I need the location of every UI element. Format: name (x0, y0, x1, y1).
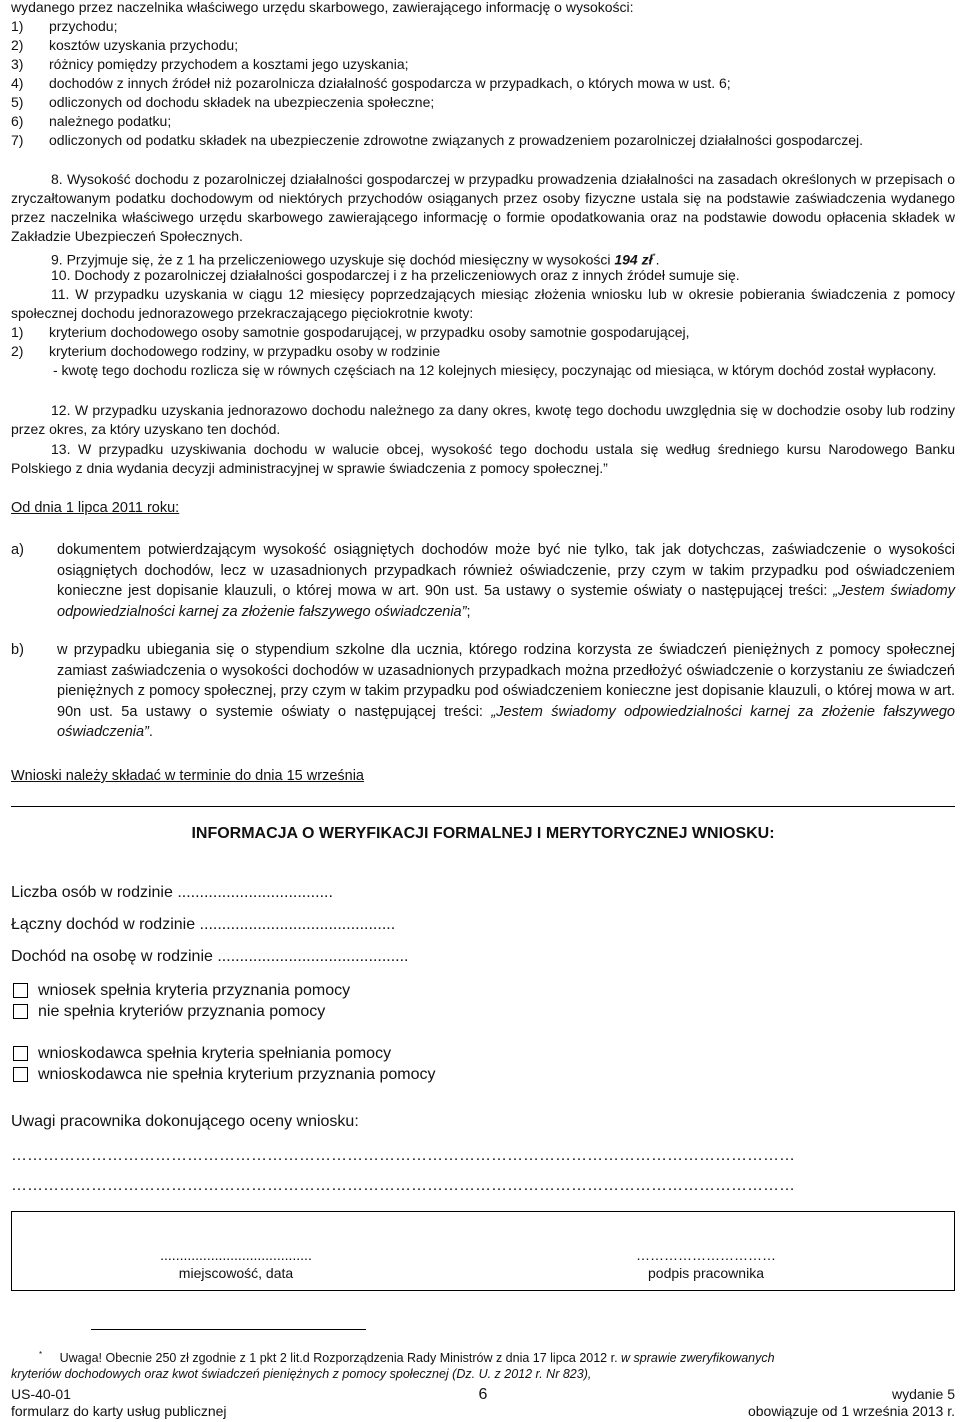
checkbox[interactable] (13, 1046, 28, 1061)
list-item: 7) odliczonych od podatku składek na ubezpieczenie zdrowotne związanych z prowadzeniem pozarolniczej działalności gospodarczej. (11, 132, 864, 148)
place-date-label: miejscowość, data (178, 1265, 294, 1281)
remarks-line-2[interactable]: ………………………………………………………………………………………………………………………………… (11, 1177, 795, 1194)
point-a-end: ; (466, 603, 471, 620)
paragraph-8: 8. Wysokość dochodu z pozarolniczej działalności gospodarczej w przypadku prowadzenia działalności na zasadach określonych w przepisach o zryczałtowanym podatku dochodowym od niektórych przychodów osiąganych przez osoby fizyczne ustala się na podstawie zaświadczenia wydanego przez naczelnika właściwego urzędu skarbowego zawierającego informację o formie opodatkowania oraz na podstawie dowodu opłacenia składek w Zakładzie Ubezpieczeń Społecznych. (11, 171, 955, 244)
footnote-text: Uwaga! Obecnie 250 zł zgodnie z 1 pkt 2 lit.d Rozporządzenia Rady Ministrów z dnia 17 lipca 2012 r. (59, 1351, 622, 1366)
footnote-mark: * (652, 252, 656, 261)
point-b-quote: „Jestem świadomy odpowiedzialności karnej za złożenie fałszywego oświadczenia” (57, 703, 955, 740)
list-item: 2) kosztów uzyskania przychodu; (11, 37, 239, 53)
point-b-end: . (148, 724, 153, 740)
income-list (11, 17, 955, 150)
per-person-income-field[interactable]: Dochód na osobę w rodzinie ........................................... (11, 948, 409, 965)
footnote-italic-2: kryteriów dochodowych oraz kwot świadczeń pieniężnych z pomocy społecznej (Dz. U. z 2012 r. Nr 823), (11, 1367, 592, 1382)
valid-from: obowiązuje od 1 września 2013 r. (747, 1403, 955, 1419)
checkbox[interactable] (13, 1067, 28, 1082)
p9-amount: 194 zł (614, 251, 653, 268)
criteria-checks (13, 980, 350, 1022)
footnote-mark: * (39, 1350, 43, 1359)
footnote-italic-1: w sprawie zweryfikowanych (621, 1351, 775, 1366)
checkbox[interactable] (13, 983, 28, 998)
paragraph-13: 13. W przypadku uzyskiwania dochodu w walucie obcej, wysokość tego dochodu ustala się według średniego kursu Narodowego Banku Polskiego z dnia wydania decyzji administracyjnej w sprawie świadczenia z pomocy społecznej.” (11, 441, 955, 476)
deadline-note: Wnioski należy składać w terminie do dnia 15 września (11, 768, 364, 784)
intro-line: wydanego przez naczelnika właściwego urzędu skarbowego, zawierającego informację o wysokości: (11, 0, 634, 15)
list-item: 4) dochodów z innych źródeł niż pozarolnicza działalność gospodarcza w przypadkach, o których mowa w ust. 6; (11, 75, 731, 91)
paragraph-12: 12. W przypadku uzyskania jednorazowo dochodu należnego za dany okres, kwotę tego dochodu uwzględnia się w dochodzie osoby lub rodziny przez okres, za który uzyskano ten dochód. (11, 402, 955, 437)
form-code: US-40-01 (11, 1386, 71, 1402)
list-item: 6) należnego podatku; (11, 113, 172, 129)
list-item: 3) różnicy pomiędzy przychodem a kosztami jego uzyskania; (11, 56, 409, 72)
check-meets[interactable]: wniosek spełnia kryteria przyznania pomocy (13, 980, 350, 1001)
footer (11, 1386, 955, 1420)
point-a (11, 540, 955, 622)
check-applicant-not-meets[interactable]: wnioskodawca nie spełnia kryterium przyznania pomocy (13, 1064, 436, 1085)
employee-signature[interactable] (611, 1246, 801, 1282)
section-title: INFORMACJA O WERYFIKACJI FORMALNEJ I MERYTORYCZNEJ WNIOSKU: (191, 825, 775, 842)
p9-end: . (655, 251, 660, 268)
page-number: 6 (478, 1386, 488, 1403)
paragraph-11-tail: - kwotę tego dochodu rozlicza się w równych częściach na 12 kolejnych miesięcy, poczynając od miesiąca, w którym dochód został wypłacony. (53, 362, 937, 378)
from-date-heading: Od dnia 1 lipca 2011 roku: (11, 500, 180, 516)
p11-list (11, 323, 955, 361)
list-item: 1) przychodu; (11, 18, 118, 34)
list-item: 2) kryterium dochodowego rodziny, w przypadku osoby w rodzinie (11, 343, 441, 359)
point-b-label: b) (11, 642, 24, 658)
point-b-text: w przypadku ubiegania się o stypendium szkolne dla ucznia, którego rodzina korzysta ze świadczeń pieniężnych z pomocy społecznej zamiast zaświadczenia o wysokości dochodów w uzasadnionych przypadkach można przedłożyć oświadczenie o korzystaniu ze świadczeń pieniężnych z pomocy społecznej, przy czym w takim przypadku pod oświadczeniem konieczne jest dopisanie klauzuli, o której mowa w art. 90n ust. 5a ustawy o systemie oświaty o następującej treści: (57, 642, 955, 720)
list-item: 1) kryterium dochodowego osoby samotnie gospodarującej, w przypadku osoby samotnie gospodarującej, (11, 324, 690, 340)
checkbox[interactable] (13, 1004, 28, 1019)
total-income-field[interactable]: Łączny dochód w rodzinie ............................................ (11, 916, 396, 933)
remarks-label: Uwagi pracownika dokonującego oceny wniosku: (11, 1113, 359, 1130)
point-b (11, 640, 955, 743)
signature-label: podpis pracownika (648, 1265, 764, 1281)
signature-dots: ………………………… (636, 1247, 776, 1263)
paragraph-10: 10. Dochody z pozarolniczej działalności gospodarczej i z ha przeliczeniowych oraz z innych źródeł sumuje się. (51, 267, 740, 283)
paragraph-11: 11. W przypadku uzyskania w ciągu 12 miesięcy poprzedzających miesiąc złożenia wniosku lub w okresie pobierania świadczenia z pomocy społecznej dochodu jednorazowego przekraczającego pięciokrotnie kwoty: (11, 286, 955, 321)
p9-text: 9. Przyjmuje się, że z 1 ha przeliczeniowego uzyskuje się dochód miesięczny w wysokości (51, 251, 615, 268)
applicant-checks (13, 1043, 436, 1085)
section-divider (11, 806, 955, 807)
footnote-divider (91, 1329, 366, 1330)
point-a-text: dokumentem potwierdzającym wysokość osiągniętych dochodów może być nie tylko, tak jak dotychczas, zaświadczenie o wysokości osiągniętych dochodów, lecz w uzasadnionych przypadkach również oświadczenie, przy czym w takim przypadku pod oświadczeniem konieczne jest dopisanie klauzuli, o której mowa w art. 90n ust. 5a ustawy o systemie oświaty o następującej treści: (57, 542, 955, 599)
check-not-meets[interactable]: nie spełnia kryteriów przyznania pomocy (13, 1001, 350, 1022)
point-a-label: a) (11, 542, 24, 558)
persons-field[interactable]: Liczba osób w rodzinie ................................... (11, 884, 333, 901)
list-item: 5) odliczonych od dochodu składek na ubezpieczenia społeczne; (11, 94, 435, 110)
place-date[interactable] (151, 1246, 321, 1282)
footnote (11, 1347, 955, 1382)
remarks-line-1[interactable]: ………………………………………………………………………………………………………………………………… (11, 1147, 795, 1164)
edition: wydanie 5 (891, 1386, 955, 1402)
form-name: formularz do karty usług publicznej (11, 1403, 227, 1419)
point-a-quote: „Jestem świadomy odpowiedzialności karnej za złożenie fałszywego oświadczenia” (57, 583, 955, 620)
check-applicant-meets[interactable]: wnioskodawca spełnia kryteria spełniania pomocy (13, 1043, 436, 1064)
place-date-dots: ....................................... (160, 1247, 312, 1263)
